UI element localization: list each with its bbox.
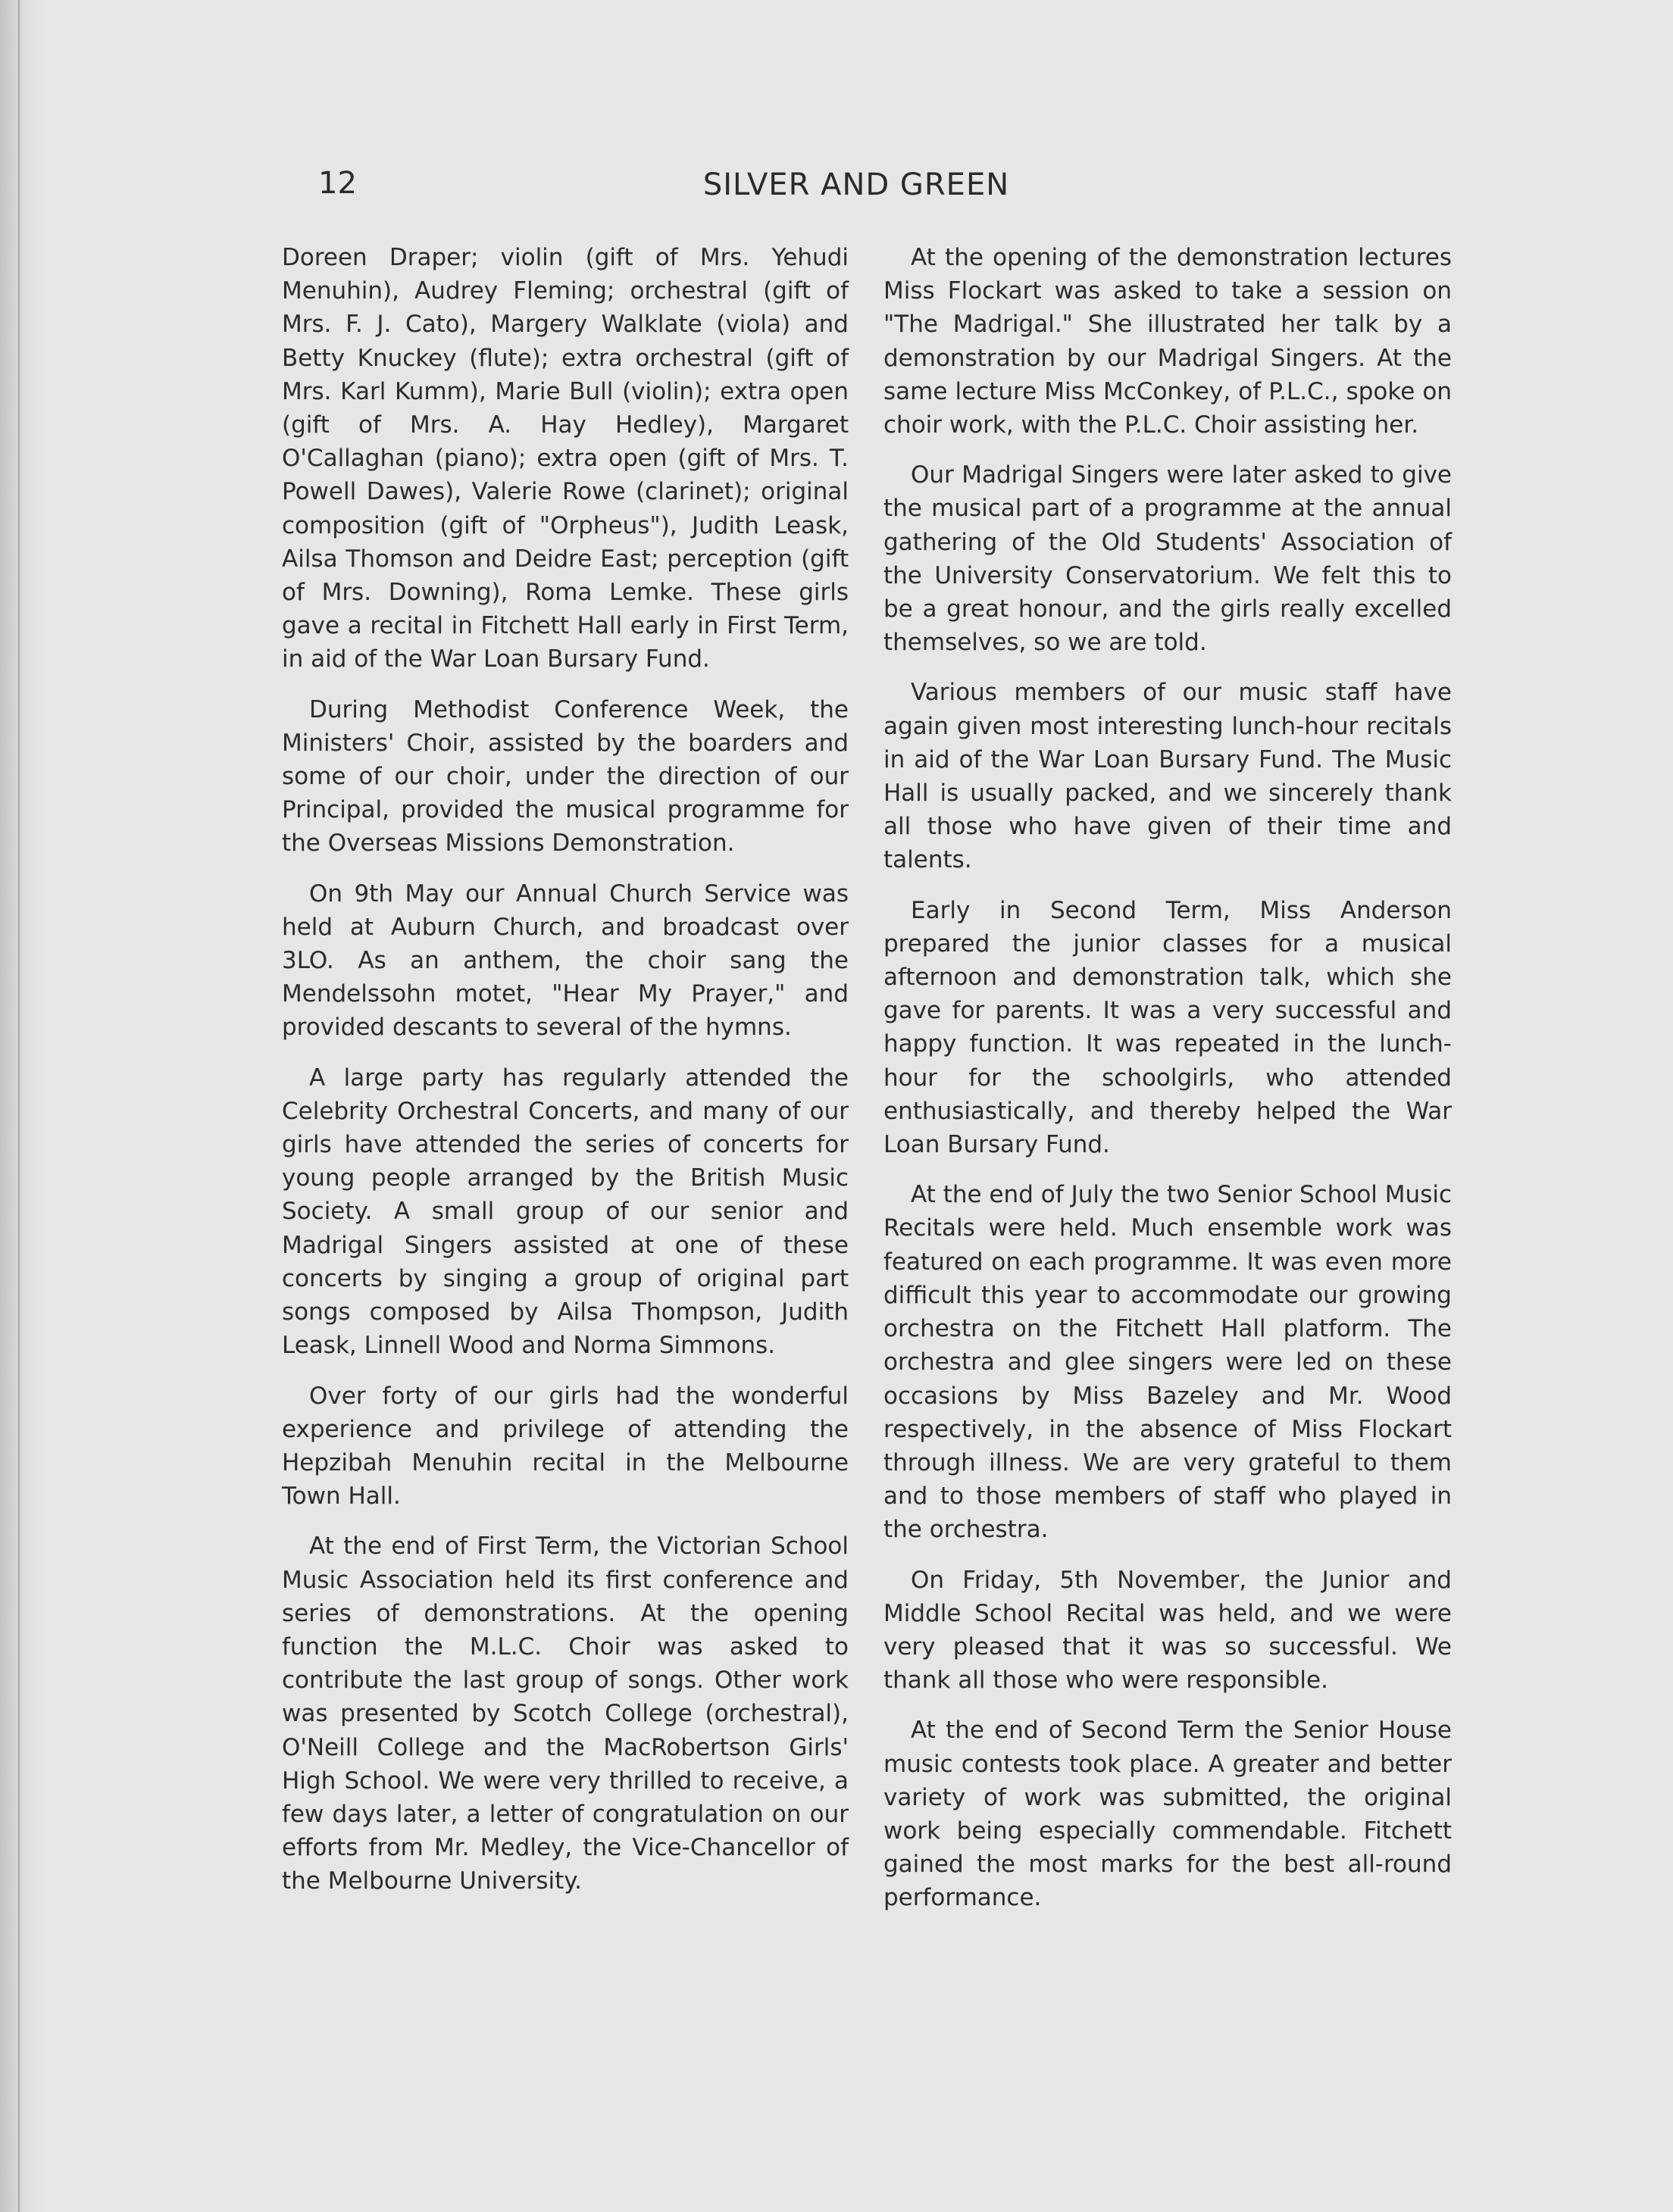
paragraph: Doreen Draper; violin (gift of Mrs. Yehudi Menuhin), Audrey Fleming; orchestral (gift of Mrs. F. J. Cato), Margery Walklate (viola) and Betty Knuckey (flute); extra orchestral (gift of Mrs. Karl Kumm), Marie Bull (violin); extra open (gift of Mrs. A. Hay Hedley), Margaret O'Callaghan (piano); extra open (gift of Mrs. T. Powell Dawes), Valerie Rowe (clarinet); original composition (gift of "Orpheus"), Judith Leask, Ailsa Thomson and Deidre East; perception (gift of Mrs. Downing), Roma Lemke. These girls gave a recital in Fitchett Hall early in First Term, in aid of the War Loan Bursary Fund. xyxy=(282,244,849,673)
paragraph: On 9th May our Annual Church Service was held at Auburn Church, and broadcast over 3LO. As an anthem, the choir sang the Mendelssohn motet, "Hear My Prayer," and provided descants to several of the hymns. xyxy=(282,879,849,1042)
paragraph: At the opening of the demonstration lectures Miss Flockart was asked to take a session on "The Madrigal." She illustrated her talk by a demonstration by our Madrigal Singers. At the same lecture Miss McConkey, of P.L.C., spoke on choir work, with the P.L.C. Choir assisting her. xyxy=(883,244,1452,439)
page-number: 12 xyxy=(318,166,357,201)
paragraph: On Friday, 5th November, the Junior and Middle School Recital was held, and we were very pleased that it was so successful. We thank all those who were responsible. xyxy=(883,1566,1452,1695)
page-binding-shadow xyxy=(0,0,45,2212)
paragraph: At the end of First Term, the Victorian School Music Association held its first conference and series of demonstrations. At the opening function the M.L.C. Choir was asked to contribute the last group of songs. Other work was presented by Scotch College (orchestral), O'Neill College and the MacRobertson Girls' High School. We were very thrilled to receive, a few days later, a letter of congratulation on our efforts from Mr. Medley, the Vice-Chancellor of the Melbourne University. xyxy=(282,1532,849,1895)
paragraph: Various members of our music staff have again given most interesting lunch-hour recitals in aid of the War Loan Bursary Fund. The Music Hall is usually packed, and we sincerely thank all those who have given of their time and talents. xyxy=(883,679,1452,874)
paragraph: At the end of Second Term the Senior House music contests took place. A greater and better variety of work was submitted, the original work being especially commendable. Fitchett gained the most marks for the best all-round performance. xyxy=(883,1717,1452,1912)
paragraph: At the end of July the two Senior School Music Recitals were held. Much ensemble work was featured on each programme. It was even more difficult this year to accommodate our growing orchestra on the Fitchett Hall platform. The orchestra and glee singers were led on these occasions by Miss Bazeley and Mr. Wood respectively, in the absence of Miss Flockart through illness. We are very grateful to them and to those members of staff who played in the orchestra. xyxy=(883,1181,1452,1544)
running-head-title: SILVER AND GREEN xyxy=(702,167,1010,202)
paragraph: A large party has regularly attended the Celebrity Orchestral Concerts, and many of our girls have attended the series of concerts for young people arranged by the British Music Society. A small group of our senior and Madrigal Singers assisted at one of these concerts by singing a group of original part songs composed by Ailsa Thompson, Judith Leask, Linnell Wood and Norma Simmons. xyxy=(282,1064,849,1360)
right-column xyxy=(883,241,1452,1932)
paragraph: During Methodist Conference Week, the Ministers' Choir, assisted by the boarders and some of our choir, under the direction of our Principal, provided the musical programme for the Overseas Missions Demonstration. xyxy=(282,695,849,858)
binding-edge-line xyxy=(18,0,20,2212)
paragraph: Early in Second Term, Miss Anderson prepared the junior classes for a musical afternoon and demonstration talk, which she gave for parents. It was a very successful and happy function. It was repeated in the lunch-hour for the schoolgirls, who attended enthusiastically, and thereby helped the War Loan Bursary Fund. xyxy=(883,896,1452,1159)
paragraph: Our Madrigal Singers were later asked to give the musical part of a programme at the annual gathering of the Old Students' Association of the University Conservatorium. We felt this to be a great honour, and the girls really excelled themselves, so we are told. xyxy=(883,461,1452,657)
left-column xyxy=(282,241,849,1915)
paragraph: Over forty of our girls had the wonderful experience and privilege of attending the Hepzibah Menuhin recital in the Melbourne Town Hall. xyxy=(282,1382,849,1511)
